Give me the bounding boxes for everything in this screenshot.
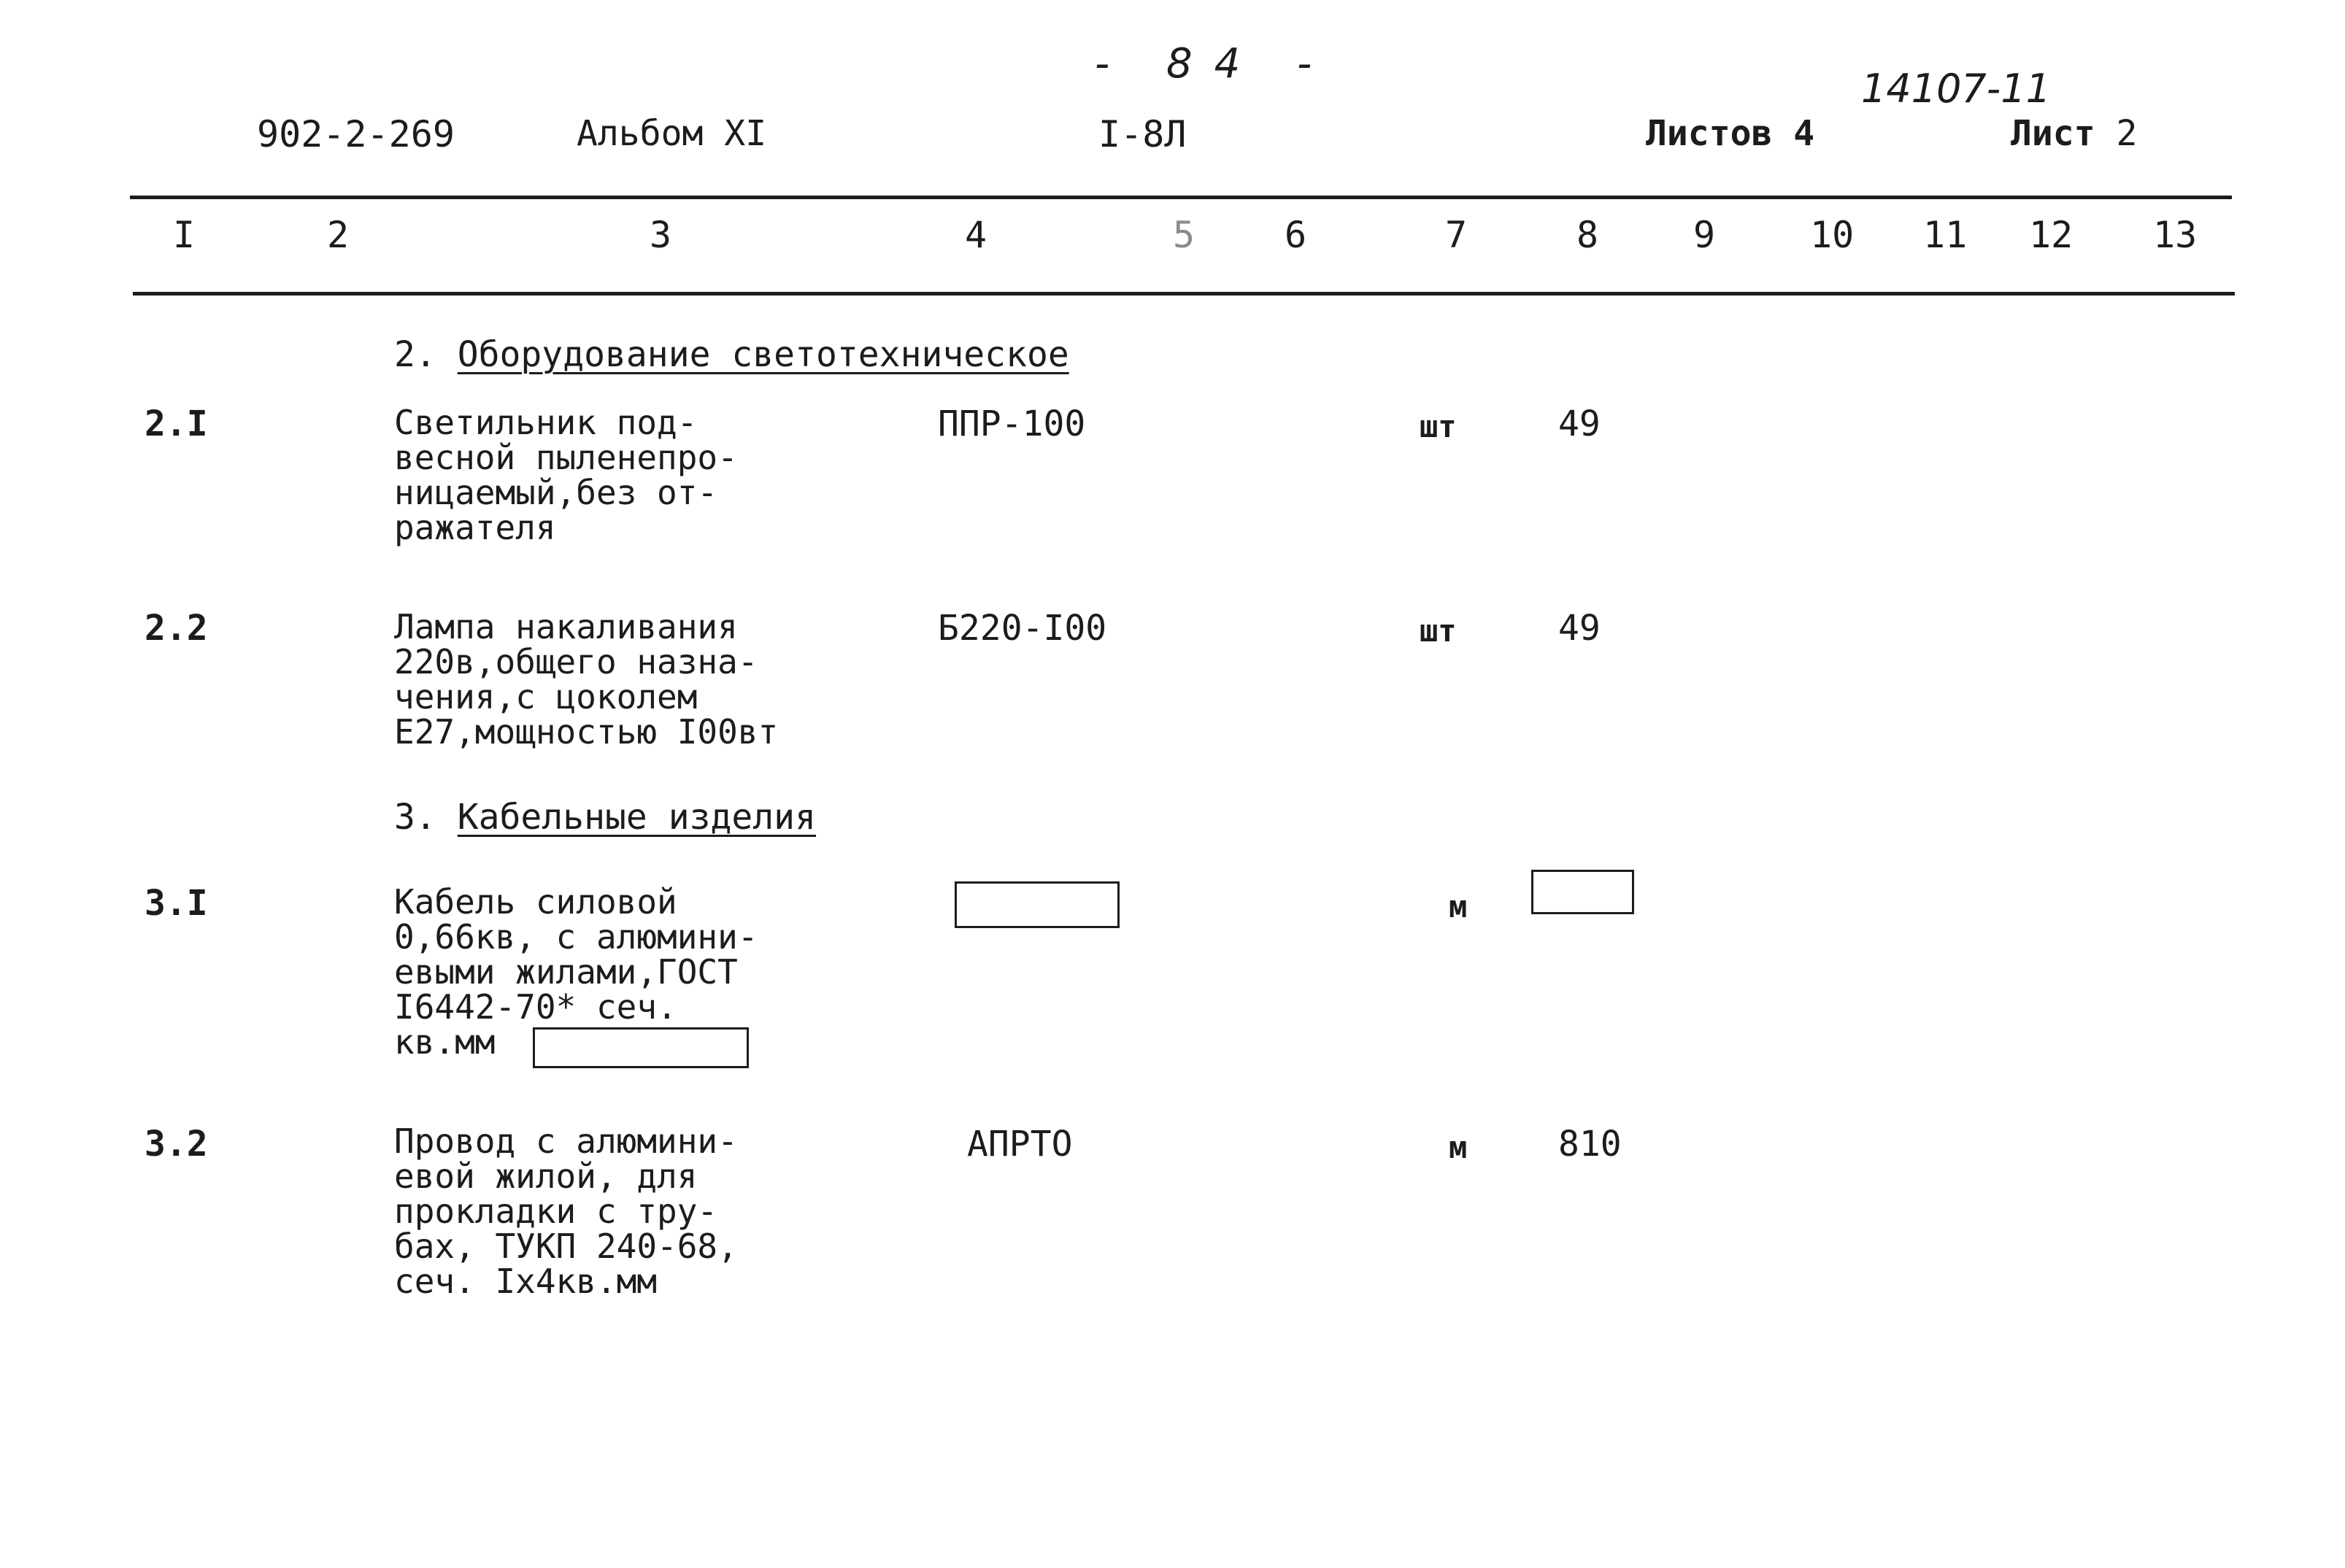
item-unit: шт <box>1420 613 1457 649</box>
column-5: 5 <box>1173 214 1195 256</box>
header-bottom-rule <box>133 292 2235 296</box>
column-9: 9 <box>1693 214 1716 256</box>
item-unit: шт <box>1420 409 1457 444</box>
item-mark: ППР-100 <box>938 403 1086 444</box>
column-3: 3 <box>650 214 672 256</box>
column-12: 12 <box>2029 214 2073 256</box>
section-heading <box>394 334 1069 375</box>
column-13: 13 <box>2153 214 2198 256</box>
item-description: Кабель силовой 0,66кв, с алюмини- евыми жилами,ГОСТ I6442-70* сеч. кв.мм <box>394 882 758 1062</box>
item-description: Светильник под- весной пыленепро- ницаемый,без от- ражателя <box>394 403 738 547</box>
section-number: 3. <box>394 797 436 838</box>
column-11: 11 <box>1923 214 1968 256</box>
column-1: I <box>173 214 196 256</box>
sheets-total-label: Листов <box>1646 113 1773 154</box>
item-unit: м <box>1449 889 1468 924</box>
column-8: 8 <box>1576 214 1599 256</box>
item-quantity: 810 <box>1558 1124 1622 1165</box>
section-title: Оборудование светотехническое <box>457 334 1069 375</box>
sheet-value: 2 <box>2116 113 2138 154</box>
column-10: 10 <box>1810 214 1855 256</box>
album-label: Альбом XI <box>577 113 767 154</box>
item-number: 2.2 <box>145 608 208 649</box>
item-mark: Б220-I00 <box>938 608 1107 649</box>
item-description: Провод с алюмини- евой жилой, для прокладки с тру- бах, ТУКП 240-68, сеч. Iх4кв.мм <box>394 1121 738 1301</box>
page-number: - 84 - <box>1095 40 1334 88</box>
quantity-blank-box <box>1531 870 1634 914</box>
item-number: 2.I <box>145 403 208 444</box>
sheets-total-value: 4 <box>1793 113 1815 154</box>
item-number: 3.2 <box>145 1124 208 1165</box>
sheets-total <box>1646 113 1814 154</box>
column-6: 6 <box>1285 214 1307 256</box>
section-number: 2. <box>394 334 436 375</box>
sheet-number <box>2011 113 2137 154</box>
sheet-code: I-8Л <box>1098 113 1187 155</box>
column-4: 4 <box>965 214 987 256</box>
item-mark: АПРТО <box>967 1124 1073 1165</box>
item-unit: м <box>1449 1129 1468 1165</box>
archive-number: 14107-11 <box>1861 66 2051 112</box>
section-heading <box>394 797 816 838</box>
column-2: 2 <box>327 214 350 256</box>
item-number: 3.I <box>145 883 208 924</box>
item-quantity: 49 <box>1558 608 1601 649</box>
item-description: Лампа накаливания 220в,общего назна- чения,с цоколем Е27,мощностью I00вт <box>394 607 779 752</box>
mark-blank-box <box>955 881 1120 928</box>
section-title: Кабельные изделия <box>457 797 816 838</box>
item-quantity: 49 <box>1558 403 1601 444</box>
top-rule <box>130 196 2232 199</box>
section-size-blank-box <box>533 1027 749 1068</box>
column-7: 7 <box>1445 214 1468 256</box>
document-code: 902-2-269 <box>257 113 455 155</box>
sheet-label: Лист <box>2011 113 2095 154</box>
